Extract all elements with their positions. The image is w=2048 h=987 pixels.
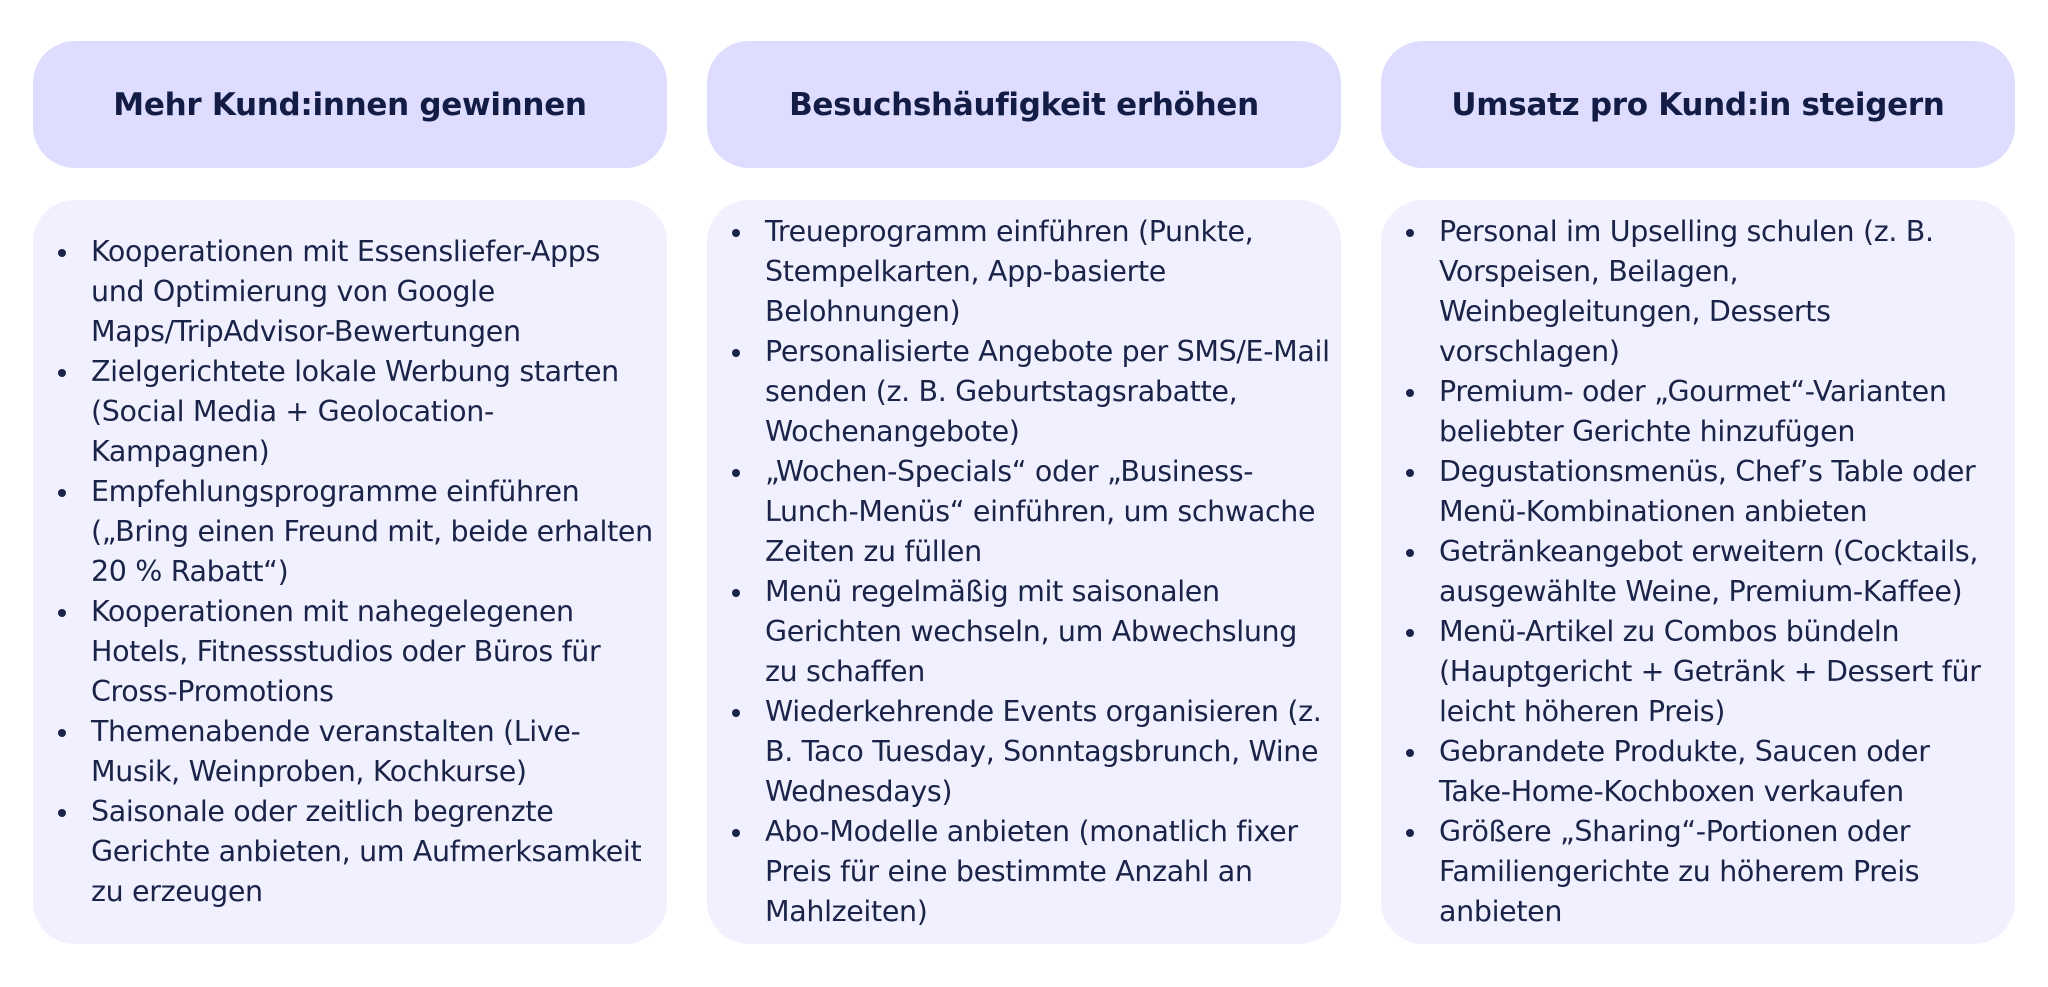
list-item: Größere „Sharing“-Portionen oder Familiengerichte zu höherem Preis anbieten	[1439, 812, 2007, 932]
column-header	[707, 41, 1341, 168]
list-item: Treueprogramm einführen (Punkte, Stempelkarten, App-basierte Belohnungen)	[765, 212, 1333, 332]
bullet-icon	[732, 709, 740, 717]
bullet-icon	[732, 469, 740, 477]
column-body	[707, 200, 1341, 944]
bullet-icon	[1406, 469, 1414, 477]
bullet-icon	[1406, 549, 1414, 557]
column-body	[1381, 200, 2015, 944]
column-title: Mehr Kund:innen gewinnen	[113, 86, 587, 123]
column-header	[1381, 41, 2015, 168]
list-item: Premium- oder „Gourmet“-Varianten beliebter Gerichte hinzufügen	[1439, 372, 2007, 452]
list-item: Zielgerichtete lokale Werbung starten (Social Media + Geolocation-Kampagnen)	[91, 352, 659, 472]
column-title: Umsatz pro Kund:in steigern	[1451, 86, 1945, 123]
bullet-icon	[732, 229, 740, 237]
list-item: Gebrandete Produkte, Saucen oder Take-Home-Kochboxen verkaufen	[1439, 732, 2007, 812]
list-item: Personal im Upselling schulen (z. B. Vorspeisen, Beilagen, Weinbegleitungen, Desserts vorschlagen)	[1439, 212, 2007, 372]
list-item: Saisonale oder zeitlich begrenzte Gerichte anbieten, um Aufmerksamkeit zu erzeugen	[91, 792, 659, 912]
strategy-list	[91, 232, 659, 912]
list-item: Wiederkehrende Events organisieren (z. B. Taco Tuesday, Sonntagsbrunch, Wine Wednesdays)	[765, 692, 1333, 812]
column-body	[33, 200, 667, 944]
bullet-icon	[58, 249, 66, 257]
strategy-list	[1439, 212, 2007, 932]
list-item: Kooperationen mit Essensliefer-Apps und Optimierung von Google Maps/TripAdvisor-Bewertungen	[91, 232, 659, 352]
bullet-icon	[1406, 389, 1414, 397]
list-item: Abo-Modelle anbieten (monatlich fixer Preis für eine bestimmte Anzahl an Mahlzeiten)	[765, 812, 1333, 932]
bullet-icon	[1406, 229, 1414, 237]
bullet-icon	[1406, 749, 1414, 757]
bullet-icon	[58, 809, 66, 817]
strategy-list	[765, 212, 1333, 932]
list-item: Menü-Artikel zu Combos bündeln (Hauptgericht + Getränk + Dessert für leicht höheren Preis)	[1439, 612, 2007, 732]
list-item: Kooperationen mit nahegelegenen Hotels, Fitnessstudios oder Büros für Cross-Promotions	[91, 592, 659, 712]
bullet-icon	[58, 609, 66, 617]
bullet-icon	[732, 349, 740, 357]
column-new-customers	[33, 41, 667, 908]
bullet-icon	[58, 369, 66, 377]
list-item: Menü regelmäßig mit saisonalen Gerichten wechseln, um Abwechslung zu schaffen	[765, 572, 1333, 692]
bullet-icon	[1406, 829, 1414, 837]
list-item: Personalisierte Angebote per SMS/E-Mail senden (z. B. Geburtstagsrabatte, Wochenangebote)	[765, 332, 1333, 452]
column-header	[33, 41, 667, 168]
column-title: Besuchshäufigkeit erhöhen	[789, 86, 1259, 123]
bullet-icon	[732, 829, 740, 837]
column-visit-frequency	[707, 41, 1341, 928]
column-revenue-per-customer	[1381, 41, 2015, 928]
bullet-icon	[732, 589, 740, 597]
list-item: Degustationsmenüs, Chef’s Table oder Menü-Kombinationen anbieten	[1439, 452, 2007, 532]
list-item: Getränkeangebot erweitern (Cocktails, ausgewählte Weine, Premium-Kaffee)	[1439, 532, 2007, 612]
list-item: Empfehlungsprogramme einführen („Bring einen Freund mit, beide erhalten 20 % Rabatt“)	[91, 472, 659, 592]
bullet-icon	[1406, 629, 1414, 637]
bullet-icon	[58, 729, 66, 737]
bullet-icon	[58, 489, 66, 497]
list-item: „Wochen-Specials“ oder „Business-Lunch-Menüs“ einführen, um schwache Zeiten zu füllen	[765, 452, 1333, 572]
list-item: Themenabende veranstalten (Live-Musik, Weinproben, Kochkurse)	[91, 712, 659, 792]
